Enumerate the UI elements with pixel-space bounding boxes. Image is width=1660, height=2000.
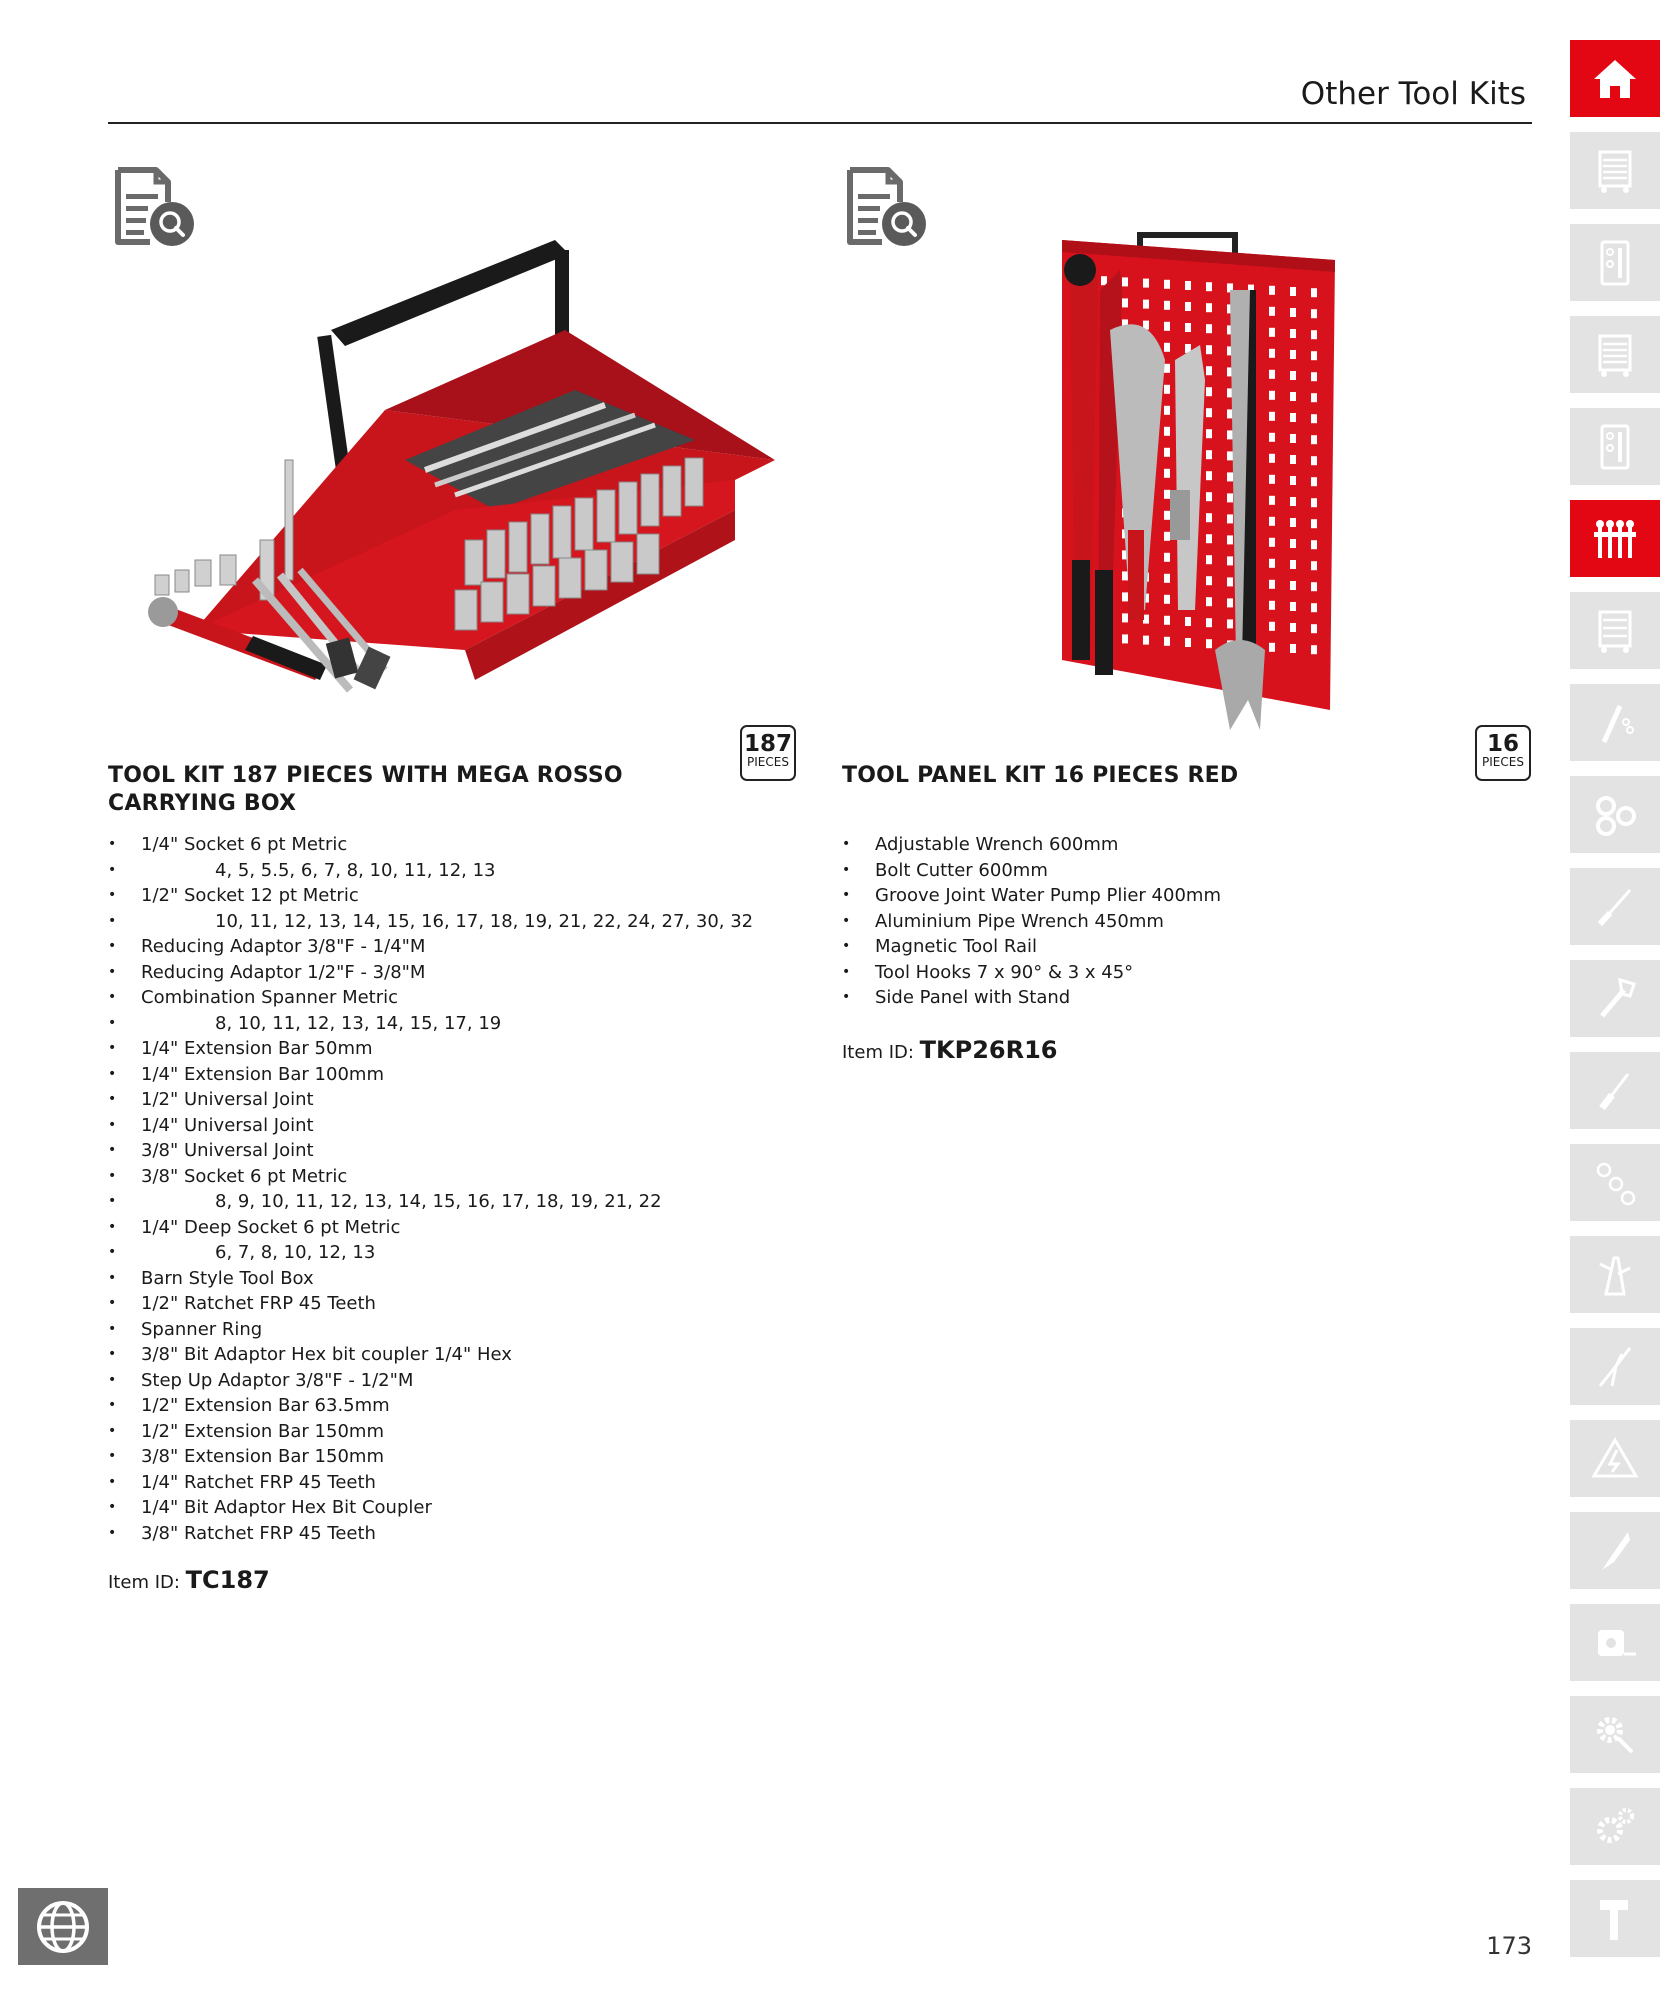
sidebar-item-tool-sets[interactable] xyxy=(1570,224,1660,301)
list-item: • Side Panel with Stand xyxy=(842,985,1221,1011)
pliers-icon xyxy=(1590,1342,1640,1392)
sidebar-item-multi-tools[interactable] xyxy=(1570,1236,1660,1313)
list-item: • Adjustable Wrench 600mm xyxy=(842,832,1221,858)
tool-panel-image xyxy=(1010,230,1350,740)
product-title-line: CARRYING BOX xyxy=(108,791,297,816)
category-sidebar xyxy=(1570,40,1660,1972)
sidebar-item-screwdriver-sets[interactable] xyxy=(1570,1052,1660,1129)
list-item: • 1/4" Bit Adaptor Hex Bit Coupler xyxy=(108,1495,753,1521)
product-title xyxy=(842,762,1238,790)
product-datasheet-icon[interactable] xyxy=(840,160,930,250)
bits-icon xyxy=(1590,698,1640,748)
list-item: • 1/2" Extension Bar 150mm xyxy=(108,1419,753,1445)
tool-storage-icon xyxy=(1590,606,1640,656)
spanner-icon xyxy=(1590,974,1640,1024)
list-item: • 3/8" Universal Joint xyxy=(108,1138,753,1164)
bits-icon xyxy=(1590,1158,1640,1208)
tool-kit-image xyxy=(135,210,775,730)
sidebar-item-bits[interactable] xyxy=(1570,684,1660,761)
tool-cabinet-icon xyxy=(1590,330,1640,380)
list-item: • 1/4" Universal Joint xyxy=(108,1113,753,1139)
sidebar-item-tool-storage[interactable] xyxy=(1570,592,1660,669)
list-item: • Combination Spanner Metric xyxy=(108,985,753,1011)
sidebar-item-hammers[interactable] xyxy=(1570,1880,1660,1957)
sidebar-item-tool-kits[interactable] xyxy=(1570,500,1660,577)
screwdriver-icon xyxy=(1590,1066,1640,1116)
product-title-line: TOOL KIT 187 PIECES WITH MEGA ROSSO xyxy=(108,763,623,788)
list-item: • 1/4" Extension Bar 50mm xyxy=(108,1036,753,1062)
sidebar-item-home[interactable] xyxy=(1570,40,1660,117)
product-title xyxy=(108,762,623,818)
sidebar-item-knives[interactable] xyxy=(1570,1512,1660,1589)
list-item: • 3/8" Socket 6 pt Metric xyxy=(108,1164,753,1190)
tool-set-icon xyxy=(1590,422,1640,472)
gear-icon xyxy=(1590,1710,1640,1760)
website-button[interactable] xyxy=(18,1888,108,1965)
list-item: • Magnetic Tool Rail xyxy=(842,934,1221,960)
sidebar-item-bit-sets[interactable] xyxy=(1570,1144,1660,1221)
pieces-count: 187 xyxy=(743,731,792,757)
pieces-label: PIECES xyxy=(1482,755,1524,769)
screwdriver-icon xyxy=(1590,882,1640,932)
list-item: • 1/4" Socket 6 pt Metric xyxy=(108,832,753,858)
list-item: • Tool Hooks 7 x 90° & 3 x 45° xyxy=(842,960,1221,986)
list-item: • 8, 10, 11, 12, 13, 14, 15, 17, 19 xyxy=(108,1011,753,1037)
item-id-code: TC187 xyxy=(185,1566,270,1594)
item-id-label: Item ID: xyxy=(108,1572,180,1593)
product-contents-list xyxy=(108,832,753,1546)
multi-tool-icon xyxy=(1590,1250,1640,1300)
item-id xyxy=(108,1566,270,1594)
sidebar-item-spanners[interactable] xyxy=(1570,960,1660,1037)
home-icon xyxy=(1590,54,1640,104)
item-id xyxy=(842,1036,1058,1064)
list-item: • Aluminium Pipe Wrench 450mm xyxy=(842,909,1221,935)
sidebar-item-electrical[interactable] xyxy=(1570,1420,1660,1497)
list-item: • Bolt Cutter 600mm xyxy=(842,858,1221,884)
list-item: • Spanner Ring xyxy=(108,1317,753,1343)
sidebar-item-sockets[interactable] xyxy=(1570,776,1660,853)
gear-icon xyxy=(1590,1802,1640,1852)
product-title-line: TOOL PANEL KIT 16 PIECES RED xyxy=(842,763,1239,788)
header-divider xyxy=(108,122,1532,124)
sidebar-item-tool-trolleys[interactable] xyxy=(1570,132,1660,209)
sidebar-item-screwdrivers[interactable] xyxy=(1570,868,1660,945)
knife-icon xyxy=(1590,1526,1640,1576)
tool-trolley-icon xyxy=(1590,146,1640,196)
pieces-count: 16 xyxy=(1486,731,1519,757)
list-item: • Barn Style Tool Box xyxy=(108,1266,753,1292)
page-title: Other Tool Kits xyxy=(1300,76,1526,112)
list-item: • Step Up Adaptor 3/8"F - 1/2"M xyxy=(108,1368,753,1394)
list-item: • 8, 9, 10, 11, 12, 13, 14, 15, 16, 17, 18, 19, 21, 22 xyxy=(108,1189,753,1215)
page-number: 173 xyxy=(1486,1932,1532,1960)
list-item: • 3/8" Extension Bar 150mm xyxy=(108,1444,753,1470)
electrical-icon xyxy=(1590,1434,1640,1484)
tool-set-icon xyxy=(1590,238,1640,288)
sidebar-item-tool-set-trays[interactable] xyxy=(1570,408,1660,485)
list-item: • 1/2" Universal Joint xyxy=(108,1087,753,1113)
list-item: • 1/2" Socket 12 pt Metric xyxy=(108,883,753,909)
list-item: • 3/8" Bit Adaptor Hex bit coupler 1/4" Hex xyxy=(108,1342,753,1368)
sidebar-item-measuring[interactable] xyxy=(1570,1604,1660,1681)
list-item: • 10, 11, 12, 13, 14, 15, 16, 17, 18, 19, 21, 22, 24, 27, 30, 32 xyxy=(108,909,753,935)
list-item: • 1/4" Extension Bar 100mm xyxy=(108,1062,753,1088)
list-item: • 6, 7, 8, 10, 12, 13 xyxy=(108,1240,753,1266)
list-item: • Reducing Adaptor 3/8"F - 1/4"M xyxy=(108,934,753,960)
list-item: • 1/4" Ratchet FRP 45 Teeth xyxy=(108,1470,753,1496)
measuring-tape-icon xyxy=(1590,1618,1640,1668)
list-item: • 4, 5, 5.5, 6, 7, 8, 10, 11, 12, 13 xyxy=(108,858,753,884)
sidebar-item-tool-cabinets[interactable] xyxy=(1570,316,1660,393)
globe-icon xyxy=(33,1897,93,1957)
pieces-count-badge xyxy=(740,725,796,781)
item-id-label: Item ID: xyxy=(842,1042,914,1063)
sidebar-item-mechanical[interactable] xyxy=(1570,1696,1660,1773)
product-contents-list xyxy=(842,832,1221,1011)
sockets-icon xyxy=(1590,790,1640,840)
sidebar-item-automotive[interactable] xyxy=(1570,1788,1660,1865)
item-id-code: TKP26R16 xyxy=(919,1036,1058,1064)
hammer-icon xyxy=(1590,1894,1640,1944)
tool-kit-icon xyxy=(1590,514,1640,564)
list-item: • 3/8" Ratchet FRP 45 Teeth xyxy=(108,1521,753,1547)
pieces-label: PIECES xyxy=(747,755,789,769)
list-item: • 1/2" Ratchet FRP 45 Teeth xyxy=(108,1291,753,1317)
list-item: • 1/2" Extension Bar 63.5mm xyxy=(108,1393,753,1419)
pieces-count-badge xyxy=(1475,725,1531,781)
sidebar-item-pliers[interactable] xyxy=(1570,1328,1660,1405)
list-item: • Reducing Adaptor 1/2"F - 3/8"M xyxy=(108,960,753,986)
list-item: • Groove Joint Water Pump Plier 400mm xyxy=(842,883,1221,909)
list-item: • 1/4" Deep Socket 6 pt Metric xyxy=(108,1215,753,1241)
